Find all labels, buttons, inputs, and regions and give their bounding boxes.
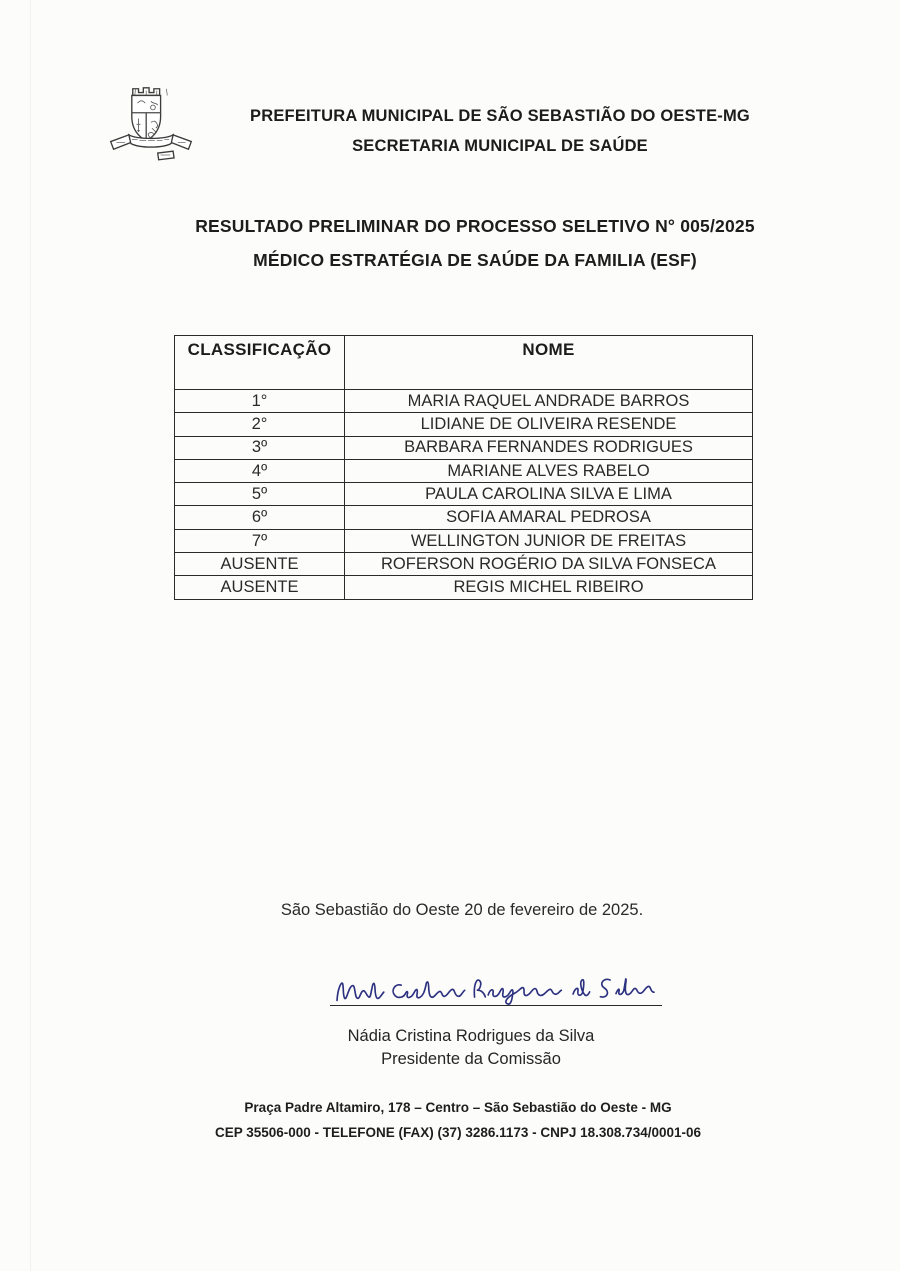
municipal-coat-of-arms-icon <box>103 80 199 182</box>
signature-line <box>330 1005 662 1006</box>
name-cell: REGIS MICHEL RIBEIRO <box>345 576 753 599</box>
rank-cell: 1° <box>175 390 345 413</box>
table-row <box>175 436 753 459</box>
rank-cell: 2° <box>175 413 345 436</box>
handwritten-signature <box>333 970 655 1009</box>
table-row <box>175 390 753 413</box>
name-cell: LIDIANE DE OLIVEIRA RESENDE <box>345 413 753 436</box>
footer-contact: CEP 35506-000 - TELEFONE (FAX) (37) 3286.1173 - CNPJ 18.308.734/0001-06 <box>214 1125 702 1140</box>
table-row <box>175 529 753 552</box>
document-footer <box>16 1095 900 1145</box>
date-line: São Sebastião do Oeste 20 de fevereiro de 2025. <box>280 901 644 919</box>
rank-cell: 7º <box>175 529 345 552</box>
signer-role: Presidente da Comissão <box>381 1049 561 1068</box>
rank-cell: AUSENTE <box>175 576 345 599</box>
rank-cell: 5º <box>175 483 345 506</box>
name-cell: PAULA CAROLINA SILVA E LIMA <box>345 483 753 506</box>
name-cell: ROFERSON ROGÉRIO DA SILVA FONSECA <box>345 553 753 576</box>
rank-cell: 6º <box>175 506 345 529</box>
signature-block <box>121 1025 821 1070</box>
table-row <box>175 576 753 599</box>
name-cell: WELLINGTON JUNIOR DE FREITAS <box>345 529 753 552</box>
table-row <box>175 413 753 436</box>
rank-cell: 3º <box>175 436 345 459</box>
rank-cell: AUSENTE <box>175 553 345 576</box>
table-row <box>175 506 753 529</box>
scan-artifact-line <box>30 0 31 1271</box>
letterhead <box>190 101 810 161</box>
name-cell: MARIANE ALVES RABELO <box>345 459 753 482</box>
name-cell: MARIA RAQUEL ANDRADE BARROS <box>345 390 753 413</box>
footer-address: Praça Padre Altamiro, 178 – Centro – São Sebastião do Oeste - MG <box>244 1100 672 1115</box>
document-title <box>130 209 820 277</box>
table-row <box>175 553 753 576</box>
table-row <box>175 483 753 506</box>
org-name: PREFEITURA MUNICIPAL DE SÃO SEBASTIÃO DO OESTE-MG <box>250 107 750 125</box>
table-header-row <box>175 336 753 390</box>
column-header-nome: NOME <box>345 336 753 390</box>
signer-name: Nádia Cristina Rodrigues da Silva <box>347 1027 595 1045</box>
table-row <box>175 459 753 482</box>
rank-cell: 4º <box>175 459 345 482</box>
document-title-line1: RESULTADO PRELIMINAR DO PROCESSO SELETIVO N° 005/2025 <box>195 216 755 236</box>
name-cell: SOFIA AMARAL PEDROSA <box>345 506 753 529</box>
org-department: SECRETARIA MUNICIPAL DE SAÚDE <box>352 137 648 155</box>
column-header-classificacao: CLASSIFICAÇÃO <box>175 336 345 390</box>
document-title-line2: MÉDICO ESTRATÉGIA DE SAÚDE DA FAMILIA (ESF) <box>253 250 697 270</box>
results-table <box>174 335 753 600</box>
name-cell: BARBARA FERNANDES RODRIGUES <box>345 436 753 459</box>
